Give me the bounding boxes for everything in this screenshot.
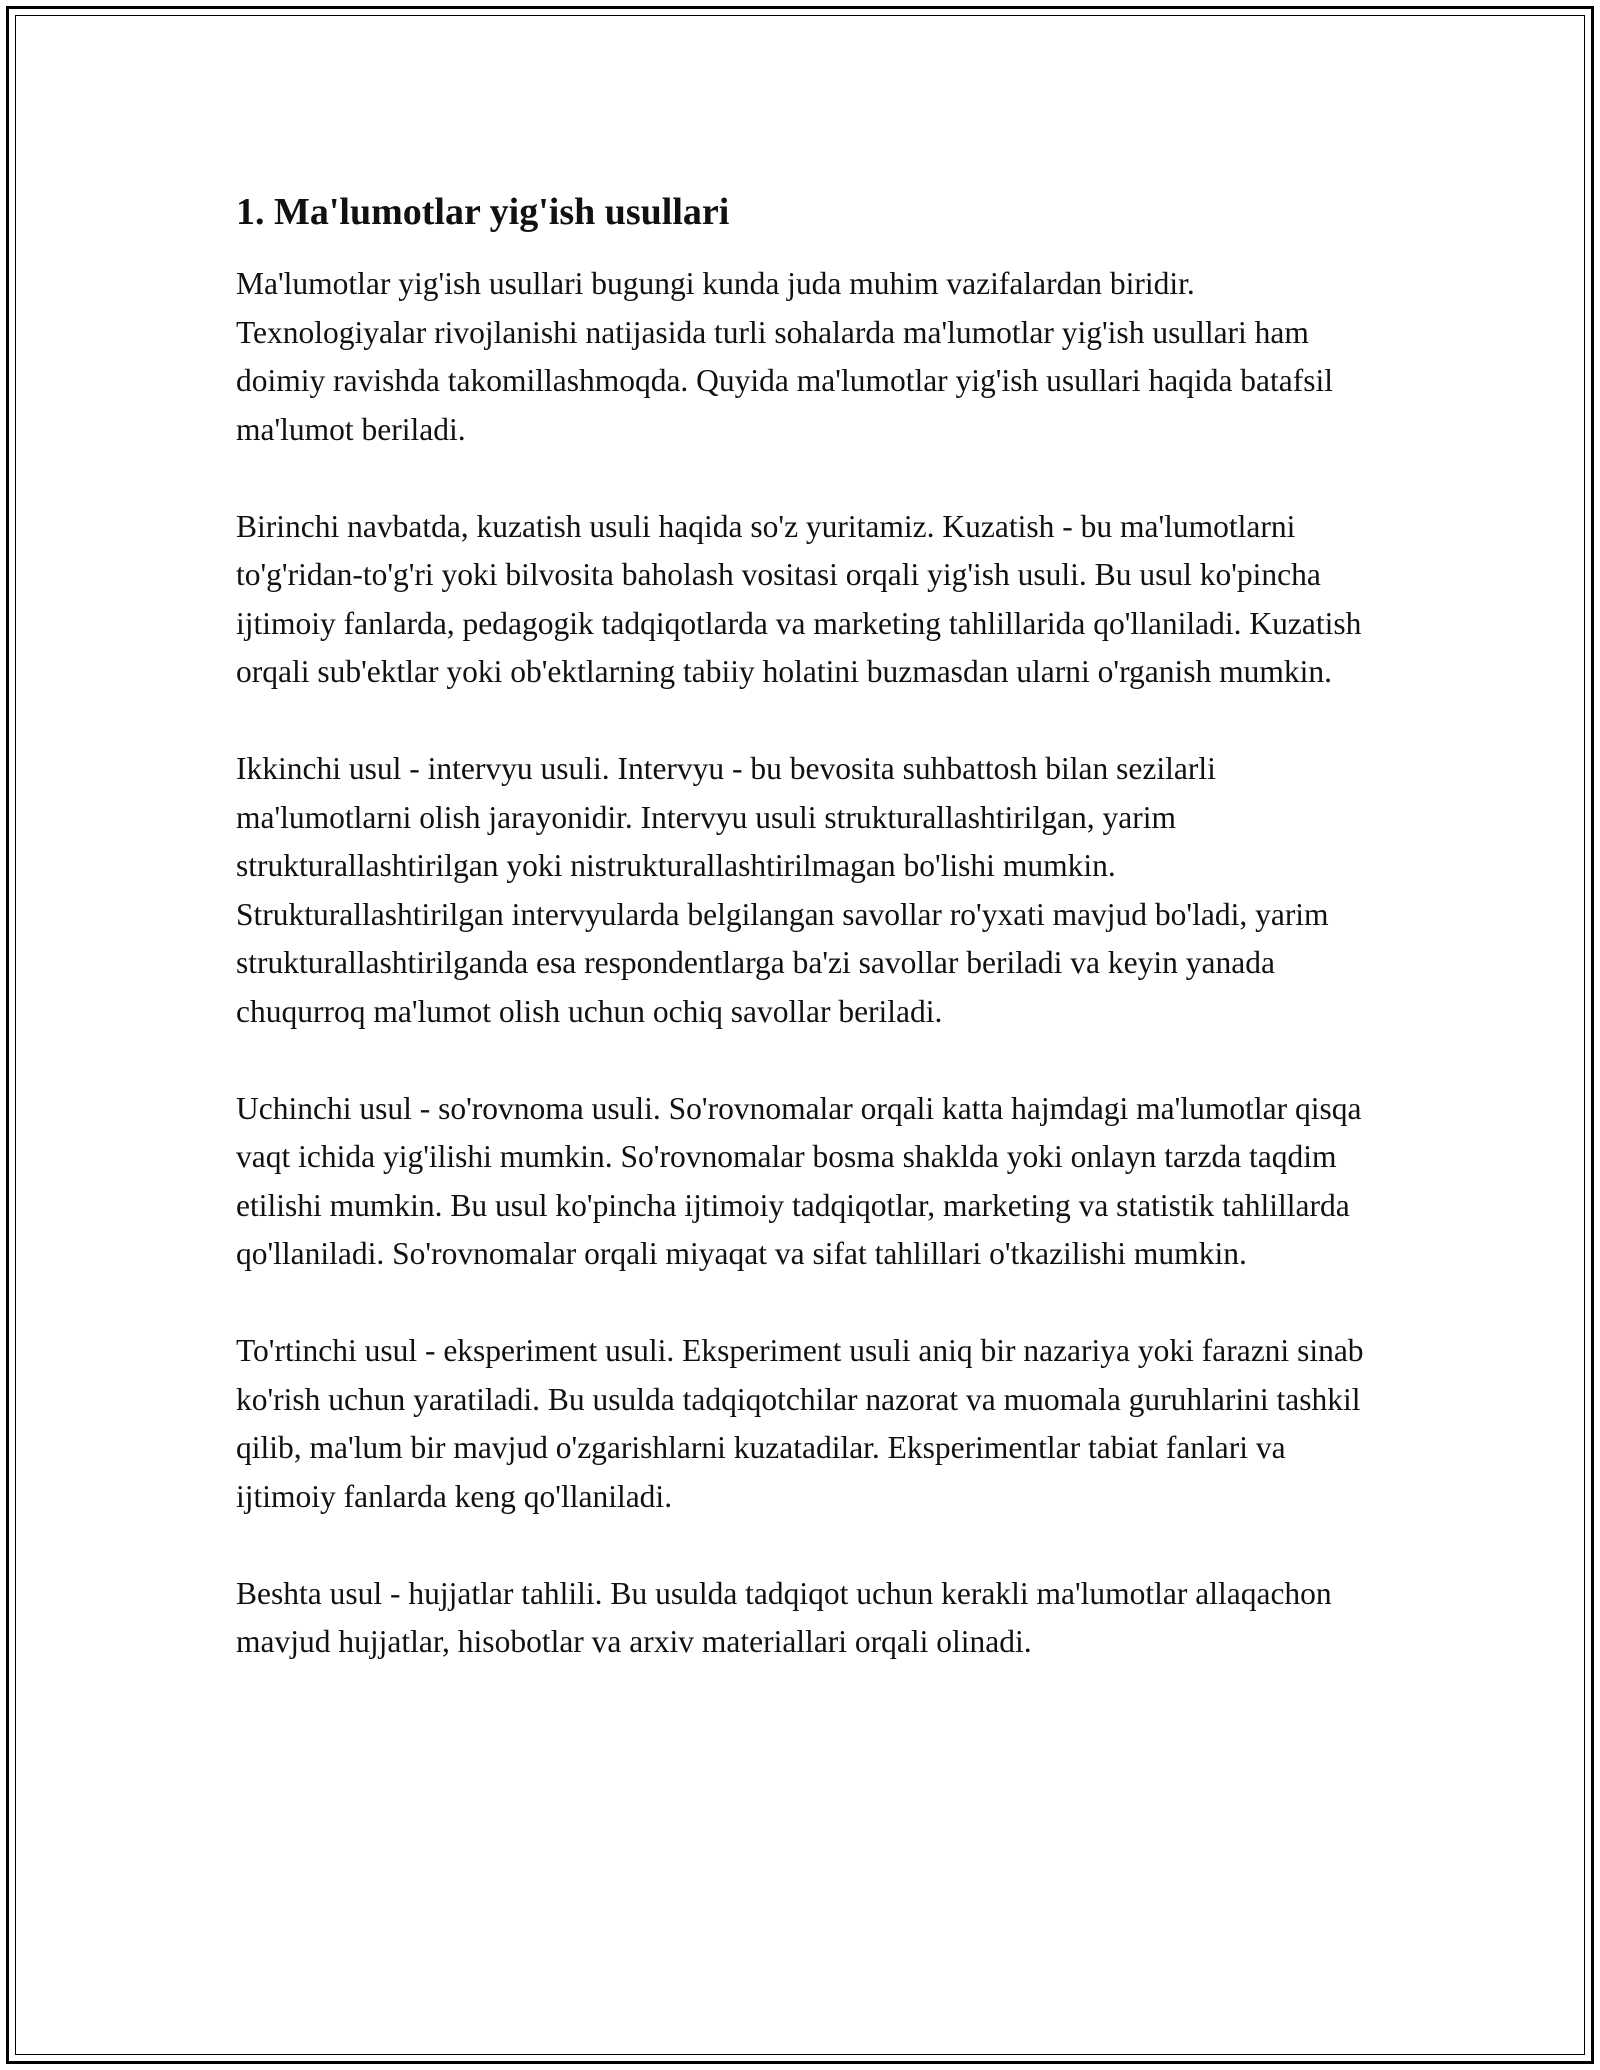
paragraph-experiment: To'rtinchi usul - eksperiment usuli. Eksperiment usuli aniq bir nazariya yoki farazni sinab ko'rish uchun yaratiladi. Bu usulda tadqiqotchilar nazorat va muomala guruhlarini tashkil qilib, ma'lum bir mavjud o'zgarishlarni kuzatadilar. Eksperimentlar tabiat fanlari va ijtimoiy fanlarda keng qo'llaniladi.	[236, 1333, 1364, 1514]
document-body	[236, 188, 1366, 1715]
paragraph-intro: Ma'lumotlar yig'ish usullari bugungi kunda juda muhim vazifalardan biridir. Texnologiyalar rivojlanishi natijasida turli sohalarda ma'lumotlar yig'ish usullari ham doimiy ravishda takomillashmoqda. Quyida ma'lumotlar yig'ish usullari haqida batafsil ma'lumot beriladi.	[236, 266, 1334, 447]
paragraph-interview: Ikkinchi usul - intervyu usuli. Intervyu - bu bevosita suhbattosh bilan sezilarli ma'lumotlarni olish jarayonidir. Intervyu usuli strukturallashtirilgan, yarim strukturallashtirilgan yoki nistrukturallashtirilmagan bo'lishi mumkin. Strukturallashtirilgan intervyularda belgilangan savollar ro'yxati mavjud bo'ladi, yarim strukturallashtirilganda esa respondentlarga ba'zi savollar beriladi va keyin yanada chuqurroq ma'lumot olish uchun ochiq savollar beriladi.	[236, 751, 1329, 1029]
paragraph-survey: Uchinchi usul - so'rovnoma usuli. So'rovnomalar orqali katta hajmdagi ma'lumotlar qisqa vaqt ichida yig'ilishi mumkin. So'rovnomalar bosma shaklda yoki onlayn tarzda taqdim etilishi mumkin. Bu usul ko'pincha ijtimoiy tadqiqotlar, marketing va statistik tahlillarda qo'llaniladi. So'rovnomalar orqali miyaqat va sifat tahlillari o'tkazilishi mumkin.	[236, 1090, 1362, 1271]
section-heading: 1. Ma'lumotlar yig'ish usullari	[236, 191, 730, 233]
paragraph-document-analysis: Beshta usul - hujjatlar tahlili. Bu usulda tadqiqot uchun kerakli ma'lumotlar allaqachon mavjud hujjatlar, hisobotlar va arxiv materiallari orqali olinadi.	[236, 1575, 1332, 1659]
paragraph-observation: Birinchi navbatda, kuzatish usuli haqida so'z yuritamiz. Kuzatish - bu ma'lumotlarni to'g'ridan-to'g'ri yoki bilvosita baholash vositasi orqali yig'ish usuli. Bu usul ko'pincha ijtimoiy fanlarda, pedagogik tadqiqotlarda va marketing tahlillarida qo'llaniladi. Kuzatish orqali sub'ektlar yoki ob'ektlarning tabiiy holatini buzmasdan ularni o'rganish mumkin.	[236, 508, 1362, 689]
